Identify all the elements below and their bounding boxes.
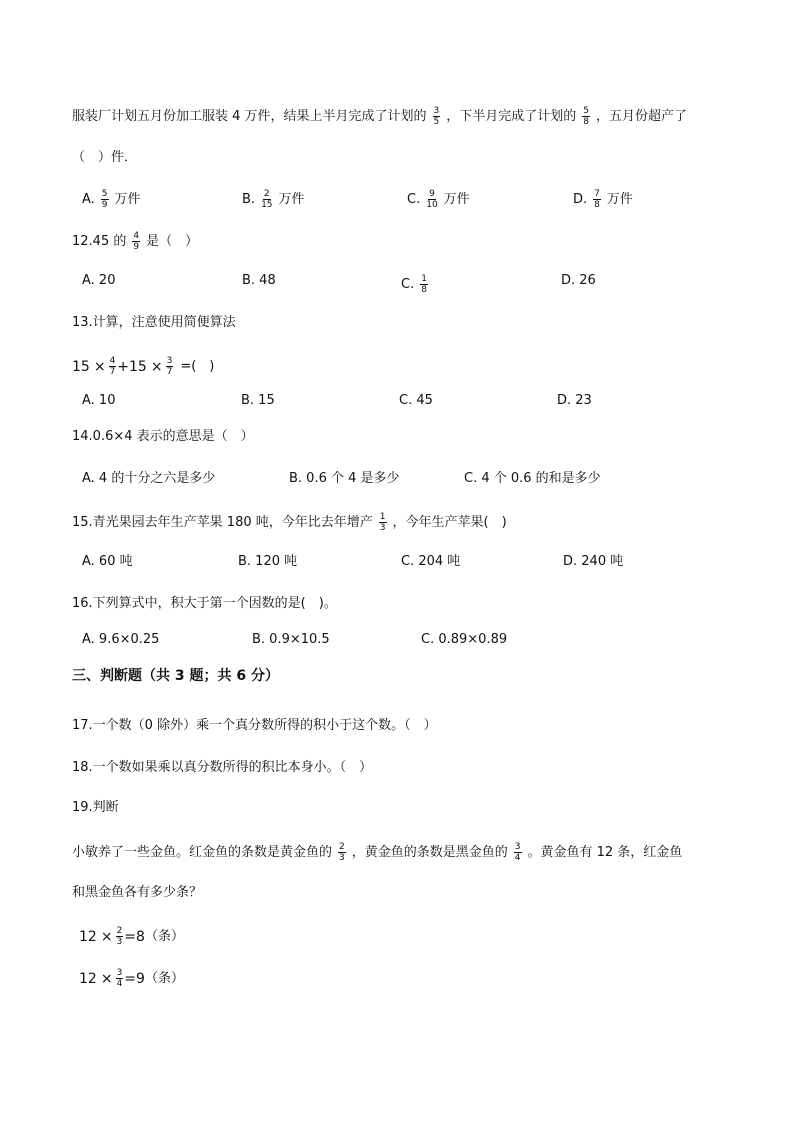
denominator: 9	[133, 242, 140, 252]
text: =9	[124, 970, 145, 987]
numerator: 2	[116, 926, 123, 936]
fraction	[379, 512, 387, 533]
text: ，五月份超产了	[596, 108, 688, 124]
fraction	[582, 106, 590, 127]
unit: 万件	[114, 191, 141, 207]
option-label: D.	[573, 191, 588, 207]
option-label: C.	[401, 276, 415, 292]
denominator: 3	[379, 523, 386, 533]
fraction	[261, 189, 272, 210]
fraction	[116, 968, 124, 989]
denominator: 10	[426, 200, 438, 210]
fraction	[433, 106, 441, 127]
q17-stem: 17.一个数（0 除外）乘一个真分数所得的积小于这个数。（ ）	[72, 718, 437, 733]
text: 12	[79, 970, 97, 987]
text: =( )	[180, 358, 215, 374]
q15-option-a[interactable]: A. 60 吨	[82, 554, 133, 569]
times-sign: ×	[100, 970, 113, 987]
fraction	[132, 231, 140, 252]
times-sign: ×	[100, 928, 113, 945]
q14-option-a[interactable]: A. 4 的十分之六是多少	[82, 471, 216, 486]
q16-option-a[interactable]: A. 9.6×0.25	[82, 632, 160, 647]
text: ，黄金鱼的条数是黑金鱼的	[351, 844, 508, 860]
text: 服装厂计划五月份加工服装 4 万件，结果上半月完成了计划的	[72, 108, 427, 124]
q11-option-d[interactable]	[573, 189, 633, 210]
q15-option-b[interactable]: B. 120 吨	[238, 554, 298, 569]
denominator: 3	[116, 937, 123, 947]
unit: （条）	[144, 928, 184, 944]
times-sign: ×	[93, 358, 106, 375]
q11-stem	[72, 106, 687, 127]
q19-paragraph	[72, 842, 682, 863]
numerator: 2	[339, 842, 345, 852]
q19-equation-1	[79, 926, 184, 947]
option-label: B.	[242, 191, 256, 207]
numerator: 7	[594, 189, 600, 199]
denominator: 4	[514, 853, 521, 863]
q11-option-a[interactable]	[82, 189, 141, 210]
denominator: 8	[583, 117, 590, 127]
text: =8	[124, 928, 145, 945]
option-label: A.	[82, 191, 95, 207]
denominator: 7	[166, 367, 173, 377]
option-label: C.	[407, 191, 421, 207]
numerator: 4	[109, 356, 116, 366]
q12-option-c[interactable]	[401, 274, 434, 295]
unit: （条）	[144, 970, 184, 986]
q11-option-c[interactable]	[407, 189, 470, 210]
text: 是（ ）	[146, 233, 199, 249]
denominator: 15	[261, 200, 273, 210]
q13-option-a[interactable]: A. 10	[82, 393, 116, 408]
q19-stem: 19.判断	[72, 800, 119, 815]
section-heading: 三、判断题（共 3 题；共 6 分）	[72, 668, 279, 684]
numerator: 3	[514, 842, 521, 852]
q11-stem-cont: （ ）件．	[72, 150, 138, 165]
text: 12	[79, 928, 97, 945]
numerator: 3	[166, 356, 173, 366]
q14-option-b[interactable]: B. 0.6 个 4 是多少	[289, 471, 400, 486]
q13-stem: 13.计算，注意使用简便算法	[72, 315, 236, 330]
q12-option-d[interactable]: D. 26	[561, 273, 596, 288]
fraction	[426, 189, 437, 210]
text: 12.45 的	[72, 233, 127, 249]
q12-option-a[interactable]: A. 20	[82, 273, 116, 288]
fraction	[338, 842, 346, 863]
numerator: 5	[101, 189, 108, 199]
q15-stem	[72, 512, 507, 533]
fraction	[116, 926, 124, 947]
q19-paragraph-cont: 和黑金鱼各有多少条？	[72, 885, 203, 900]
q13-option-c[interactable]: C. 45	[399, 393, 433, 408]
fraction	[420, 274, 428, 295]
denominator: 3	[339, 853, 345, 863]
text: 。黄金鱼有 12 条，红金鱼	[527, 844, 683, 860]
q16-option-c[interactable]: C. 0.89×0.89	[421, 632, 508, 647]
unit: 万件	[278, 191, 305, 207]
fraction	[593, 189, 601, 210]
denominator: 8	[594, 200, 600, 210]
times-sign: ×	[150, 358, 163, 375]
fraction	[166, 356, 174, 377]
numerator: 2	[263, 189, 270, 199]
text: 15	[72, 358, 90, 375]
q13-option-b[interactable]: B. 15	[241, 393, 275, 408]
denominator: 5	[433, 117, 440, 127]
text: +15	[117, 358, 147, 375]
numerator: 1	[379, 512, 386, 522]
fraction	[109, 356, 117, 377]
text: 小敏养了一些金鱼。红金鱼的条数是黄金鱼的	[72, 844, 333, 860]
fraction	[101, 189, 109, 210]
q13-expression	[72, 356, 214, 377]
q12-stem	[72, 231, 198, 252]
q16-option-b[interactable]: B. 0.9×10.5	[252, 632, 330, 647]
q14-option-c[interactable]: C. 4 个 0.6 的和是多少	[464, 471, 601, 486]
numerator: 9	[429, 189, 435, 199]
unit: 万件	[443, 191, 470, 207]
text: ，下半月完成了计划的	[446, 108, 577, 124]
fraction	[514, 842, 522, 863]
q11-option-b[interactable]	[242, 189, 305, 210]
q15-option-d[interactable]: D. 240 吨	[563, 554, 624, 569]
q12-option-b[interactable]: B. 48	[242, 273, 276, 288]
q15-option-c[interactable]: C. 204 吨	[401, 554, 461, 569]
denominator: 7	[109, 367, 116, 377]
q19-equation-2	[79, 968, 184, 989]
q18-stem: 18.一个数如果乘以真分数所得的积比本身小。（ ）	[72, 760, 373, 775]
denominator: 8	[421, 285, 427, 295]
numerator: 3	[433, 106, 440, 116]
numerator: 5	[583, 106, 590, 116]
unit: 万件	[606, 191, 633, 207]
numerator: 1	[421, 274, 427, 284]
text: ，今年生产苹果( )	[392, 514, 507, 530]
text: 15.青光果园去年生产苹果 180 吨，今年比去年增产	[72, 514, 373, 530]
q16-stem: 16.下列算式中，积大于第一个因数的是( )。	[72, 596, 337, 611]
numerator: 3	[116, 968, 123, 978]
q13-option-d[interactable]: D. 23	[557, 393, 592, 408]
q14-stem: 14.0.6×4 表示的意思是（ ）	[72, 429, 254, 444]
numerator: 4	[133, 231, 140, 241]
denominator: 9	[101, 200, 108, 210]
denominator: 4	[116, 979, 123, 989]
